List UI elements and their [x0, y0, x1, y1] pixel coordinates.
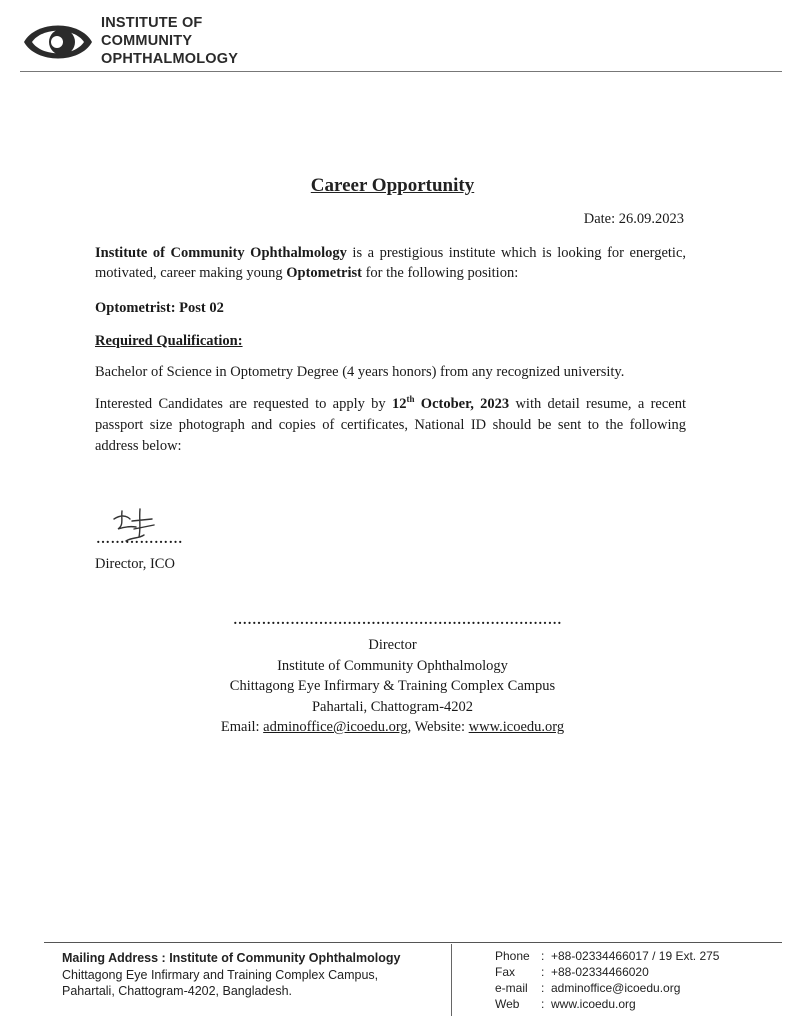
contact-row-web — [495, 996, 719, 1012]
website-label: , Website: — [407, 719, 469, 735]
intro-org-name: Institute of Community Ophthalmology — [95, 245, 347, 261]
contact-separator: : — [541, 997, 545, 1011]
required-qualification-heading: Required Qualification: — [95, 333, 243, 349]
eye-logo-icon — [22, 16, 94, 68]
signature-line: ……………… — [96, 532, 183, 547]
contact-label: e-mail — [495, 981, 528, 995]
org-name-line3: OPHTHALMOLOGY — [101, 51, 239, 67]
deadline-date — [392, 396, 509, 412]
intro-role: Optometrist — [286, 265, 362, 281]
mailing-line2: Chittagong Eye Infirmary and Training Complex Campus, — [62, 967, 379, 982]
footer-contacts — [495, 948, 719, 1012]
mailing-org: Institute of Community Ophthalmology — [169, 951, 401, 965]
address-block — [0, 635, 785, 738]
contact-value: +88-02334466020 — [551, 965, 649, 979]
mailing-line3: Pahartali, Chattogram-4202, Bangladesh. — [62, 984, 293, 998]
website-link[interactable]: www.icoedu.org — [468, 719, 565, 735]
contact-label: Web — [495, 997, 520, 1011]
deadline-day: 12 — [391, 396, 407, 412]
footer-divider — [44, 942, 782, 943]
contact-value: adminoffice@icoedu.org — [551, 981, 681, 995]
address-campus: Chittagong Eye Infirmary & Training Complex Campus — [229, 678, 556, 694]
footer-vertical-divider — [451, 944, 452, 1016]
address-contact-line — [0, 717, 785, 738]
header-divider — [20, 71, 782, 72]
mailing-address-heading — [62, 950, 400, 967]
contact-row-fax — [495, 964, 719, 980]
contact-row-email — [495, 980, 719, 996]
org-name-line1: INSTITUTE OF — [101, 15, 203, 31]
email-label: Email: — [220, 719, 264, 735]
apply-text-1: Interested Candidates are requested to apply by — [95, 396, 392, 412]
mailing-address — [62, 950, 400, 1000]
contact-separator: : — [541, 981, 545, 995]
deadline-day-suffix: th — [406, 394, 415, 405]
address-recipient: Director — [368, 637, 417, 653]
apply-text-2: with detail resume, a recent passport size photograph and copies of certificates, National ID should be sent to the following address below: — [95, 396, 686, 454]
address-dotted-line: …………………………………………………………… — [233, 613, 562, 628]
mailing-label: Mailing Address : — [62, 951, 170, 965]
email-link[interactable]: adminoffice@icoedu.org — [263, 719, 408, 735]
contact-value: www.icoedu.org — [551, 997, 636, 1011]
contact-separator: : — [541, 949, 545, 963]
intro-text-2: for the following position: — [361, 265, 519, 281]
intro-text-1: is a prestigious institute which is looking for energetic, motivated, career making young — [95, 245, 687, 281]
contact-row-phone — [495, 948, 719, 964]
document-date: Date: 26.09.2023 — [583, 211, 684, 227]
intro-paragraph — [95, 243, 686, 283]
organization-name — [101, 14, 238, 68]
address-city: Pahartali, Chattogram-4202 — [311, 698, 474, 715]
post-title: Optometrist: Post 02 — [95, 300, 224, 316]
qualification-text: Bachelor of Science in Optometry Degree (4 years honors) from any recognized university. — [95, 364, 625, 380]
address-organization: Institute of Community Ophthalmology — [277, 657, 508, 674]
org-name-line2: COMMUNITY — [101, 33, 193, 49]
document-title: Career Opportunity — [310, 175, 475, 196]
contact-value: +88-02334466017 / 19 Ext. 275 — [551, 949, 720, 963]
signatory-role: Director, ICO — [95, 556, 175, 572]
contact-label: Fax — [495, 965, 516, 979]
deadline-month-year: October, 2023 — [414, 396, 510, 412]
contact-separator: : — [541, 965, 545, 979]
application-paragraph — [95, 394, 686, 457]
contact-label: Phone — [495, 949, 530, 963]
